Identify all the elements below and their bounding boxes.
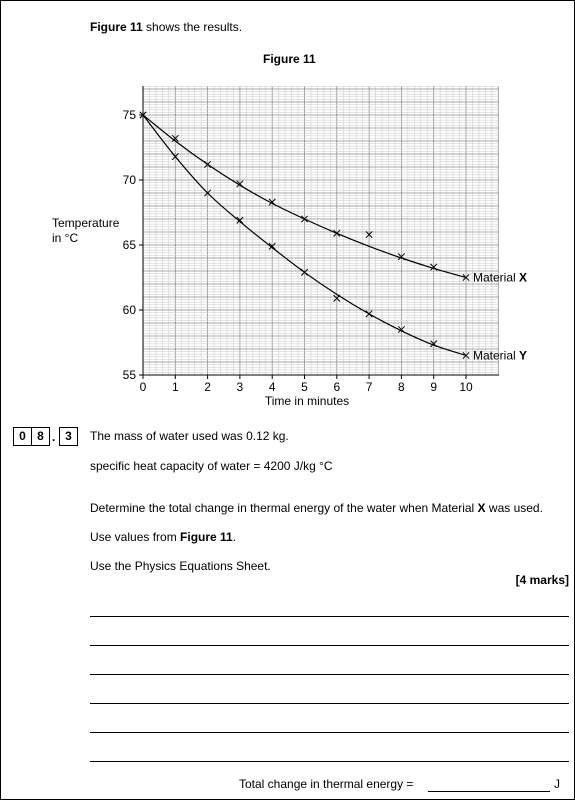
- answer-field[interactable]: [428, 791, 550, 792]
- use-values-pre: Use values from: [90, 530, 181, 544]
- x-axis-label: Time in minutes: [264, 394, 350, 408]
- question-number-digit-1: 0: [13, 427, 32, 446]
- series-label-prefix: Material: [473, 270, 520, 285]
- answer-line-3[interactable]: [90, 674, 569, 675]
- series-label-material-y: [473, 349, 527, 363]
- y-tick-label: 70: [122, 173, 136, 187]
- x-tick-label: 0: [139, 380, 147, 394]
- series-label-prefix: Material: [473, 348, 520, 363]
- use-values-instruction: [90, 530, 236, 544]
- intro-figure-ref: Figure 11: [90, 20, 143, 34]
- question-number-digit-3: 3: [59, 427, 78, 446]
- y-tick-label: 75: [122, 108, 136, 122]
- determine-pre: Determine the total change in thermal energy of the water when Material: [90, 501, 478, 515]
- y-tick-label: 55: [122, 368, 136, 382]
- x-tick-label: 4: [268, 380, 276, 394]
- series-label-letter: X: [519, 270, 528, 285]
- answer-unit: J: [554, 777, 560, 791]
- x-tick-label: 5: [301, 380, 308, 394]
- x-tick-label: 6: [333, 380, 341, 394]
- answer-line-2[interactable]: [90, 645, 569, 646]
- y-axis-label-line1: Temperature: [52, 216, 120, 230]
- answer-line-4[interactable]: [90, 703, 569, 704]
- x-tick-label: 3: [236, 380, 244, 394]
- x-tick-label: 7: [365, 380, 373, 394]
- equations-sheet-instruction: Use the Physics Equations Sheet.: [90, 559, 271, 573]
- mass-statement: The mass of water used was 0.12 kg.: [90, 429, 289, 443]
- figure-title: Figure 11: [263, 52, 316, 66]
- y-tick-label: 60: [122, 303, 136, 317]
- determine-post: was used.: [485, 501, 543, 515]
- marks-label: [4 marks]: [515, 573, 569, 587]
- x-tick-label: 2: [204, 380, 211, 394]
- determine-instruction: [90, 501, 543, 515]
- answer-line-5[interactable]: [90, 732, 569, 733]
- y-axis-label-line2: in °C: [52, 231, 79, 245]
- determine-material: X: [477, 501, 486, 515]
- series-label-material-x: [473, 271, 527, 285]
- answer-line-1[interactable]: [90, 616, 569, 617]
- x-tick-label: 8: [398, 380, 405, 394]
- question-number-digit-2: 8: [31, 427, 50, 446]
- series-label-letter: Y: [519, 348, 528, 363]
- question-number-dot: .: [52, 430, 56, 444]
- x-tick-label: 10: [459, 380, 473, 394]
- x-tick-label: 9: [430, 380, 438, 394]
- use-values-figure: Figure 11: [180, 530, 233, 544]
- y-tick-label: 65: [122, 238, 136, 252]
- shc-statement: specific heat capacity of water = 4200 J/kg °C: [90, 459, 333, 473]
- x-tick-label: 1: [171, 380, 179, 394]
- intro-rest: shows the results.: [142, 20, 243, 34]
- use-values-post: .: [232, 530, 237, 544]
- answer-line-6[interactable]: [90, 761, 569, 762]
- answer-label: Total change in thermal energy =: [239, 777, 414, 791]
